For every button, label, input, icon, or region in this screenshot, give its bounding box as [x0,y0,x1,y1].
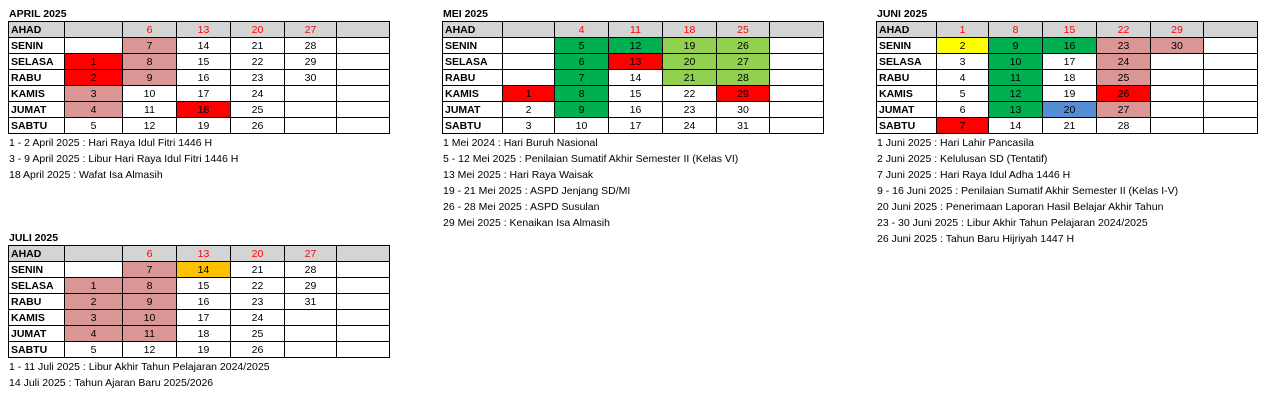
date-cell: 21 [231,38,285,54]
date-cell: 26 [717,38,770,54]
date-cell: 12 [609,38,663,54]
date-cell [337,118,390,134]
date-cell: 12 [123,342,177,358]
holiday-notes [442,135,824,231]
day-label: RABU [9,294,65,310]
note-item: 2 Juni 2025 : Kelulusan SD (Tentatif) [877,153,1048,165]
date-cell: 2 [503,102,555,118]
month-title: APRIL 2025 [9,8,67,20]
calendar-table [8,21,390,134]
date-cell: 24 [231,86,285,102]
week-row [443,118,824,134]
date-cell: 20 [663,54,717,70]
date-cell: 11 [123,102,177,118]
date-cell [770,102,824,118]
date-cell: 25 [717,22,770,38]
date-cell: 21 [1043,118,1097,134]
note-item: 1 Juni 2025 : Hari Lahir Pancasila [877,137,1035,149]
date-cell [770,38,824,54]
date-cell: 17 [1043,54,1097,70]
day-label: SELASA [9,278,65,294]
date-cell: 17 [177,86,231,102]
date-cell: 10 [123,86,177,102]
note-item: 14 Juli 2025 : Tahun Ajaran Baru 2025/2026 [9,377,214,389]
day-label: AHAD [9,246,65,262]
date-cell: 8 [123,278,177,294]
week-row [877,38,1258,54]
date-cell [337,262,390,278]
week-row [9,262,390,278]
date-cell: 13 [609,54,663,70]
date-cell: 19 [177,118,231,134]
week-row [9,70,390,86]
date-cell: 30 [285,70,337,86]
date-cell: 30 [717,102,770,118]
date-cell [285,326,337,342]
date-cell: 14 [989,118,1043,134]
date-cell [1204,118,1258,134]
date-cell [337,22,390,38]
date-cell [503,54,555,70]
date-cell: 25 [1097,70,1151,86]
day-label: JUMAT [443,102,503,118]
date-cell [337,246,390,262]
date-cell: 22 [663,86,717,102]
header-row [443,22,824,38]
day-label: SENIN [9,38,65,54]
day-label: KAMIS [9,310,65,326]
date-cell: 25 [231,326,285,342]
week-row [443,70,824,86]
date-cell [770,86,824,102]
date-cell: 14 [177,38,231,54]
date-cell: 15 [177,278,231,294]
note-item: 26 Juni 2025 : Tahun Baru Hijriyah 1447 H [877,233,1075,245]
date-cell: 20 [231,246,285,262]
date-cell: 11 [609,22,663,38]
date-cell: 29 [717,86,770,102]
day-label: JUMAT [9,102,65,118]
week-row [9,342,390,358]
date-cell [65,246,123,262]
note-item: 18 April 2025 : Wafat Isa Almasih [9,169,163,181]
week-row [877,54,1258,70]
date-cell: 13 [989,102,1043,118]
day-label: RABU [9,70,65,86]
note-item: 9 - 16 Juni 2025 : Penilaian Sumatif Akhir Semester II (Kelas I-V) [877,185,1179,197]
week-row [9,102,390,118]
date-cell: 22 [231,278,285,294]
day-label: SABTU [877,118,937,134]
date-cell [65,22,123,38]
day-label: SELASA [443,54,503,70]
date-cell: 2 [937,38,989,54]
date-cell: 13 [177,246,231,262]
date-cell: 20 [1043,102,1097,118]
date-cell [337,86,390,102]
date-cell [770,118,824,134]
date-cell: 19 [1043,86,1097,102]
date-cell: 15 [1043,22,1097,38]
day-label: AHAD [443,22,503,38]
calendar-table [442,21,824,134]
date-cell: 14 [609,70,663,86]
date-cell: 22 [231,54,285,70]
date-cell [285,86,337,102]
note-item: 7 Juni 2025 : Hari Raya Idul Adha 1446 H [877,169,1071,181]
date-cell: 7 [555,70,609,86]
date-cell: 17 [177,310,231,326]
month-mei [442,7,824,231]
date-cell [337,326,390,342]
day-label: SENIN [443,38,503,54]
date-cell: 19 [663,38,717,54]
date-cell: 9 [555,102,609,118]
date-cell: 29 [1151,22,1204,38]
date-cell: 26 [231,342,285,358]
date-cell: 31 [285,294,337,310]
date-cell: 17 [609,118,663,134]
day-label: SENIN [877,38,937,54]
month-title: JULI 2025 [9,232,59,244]
day-label: KAMIS [9,86,65,102]
date-cell: 29 [285,278,337,294]
week-row [9,326,390,342]
date-cell: 5 [65,118,123,134]
date-cell: 16 [1043,38,1097,54]
date-cell: 6 [123,246,177,262]
date-cell: 27 [717,54,770,70]
day-label: SABTU [443,118,503,134]
day-label: SABTU [9,118,65,134]
date-cell [285,342,337,358]
date-cell: 10 [989,54,1043,70]
holiday-notes [8,359,390,391]
week-row [443,38,824,54]
date-cell [1151,70,1204,86]
month-title: JUNI 2025 [877,8,928,20]
date-cell: 11 [123,326,177,342]
date-cell: 14 [177,262,231,278]
date-cell: 10 [555,118,609,134]
date-cell: 4 [65,326,123,342]
week-row [9,38,390,54]
date-cell: 1 [503,86,555,102]
date-cell [65,38,123,54]
date-cell [285,118,337,134]
date-cell [503,70,555,86]
date-cell: 18 [177,102,231,118]
date-cell: 3 [65,86,123,102]
date-cell: 27 [285,22,337,38]
week-row [9,118,390,134]
date-cell: 28 [285,262,337,278]
date-cell [337,278,390,294]
date-cell: 2 [65,70,123,86]
date-cell: 9 [123,70,177,86]
date-cell [1204,54,1258,70]
date-cell: 26 [231,118,285,134]
note-item: 1 - 11 Juli 2025 : Libur Akhir Tahun Pelajaran 2024/2025 [9,361,270,373]
date-cell: 18 [663,22,717,38]
calendar-table [8,245,390,358]
date-cell: 18 [177,326,231,342]
day-label: RABU [877,70,937,86]
date-cell: 24 [663,118,717,134]
date-cell: 26 [1097,86,1151,102]
date-cell: 30 [1151,38,1204,54]
date-cell: 12 [123,118,177,134]
day-label: SELASA [9,54,65,70]
date-cell: 6 [123,22,177,38]
day-label: SABTU [9,342,65,358]
day-label: KAMIS [443,86,503,102]
header-row [9,246,390,262]
date-cell: 31 [717,118,770,134]
week-row [9,86,390,102]
date-cell: 4 [555,22,609,38]
date-cell: 18 [1043,70,1097,86]
date-cell [1151,102,1204,118]
day-label: JUMAT [877,102,937,118]
date-cell: 8 [123,54,177,70]
note-item: 19 - 21 Mei 2025 : ASPD Jenjang SD/MI [443,185,631,197]
date-cell [1204,70,1258,86]
month-april [8,7,390,183]
date-cell [1151,86,1204,102]
day-label: SENIN [9,262,65,278]
date-cell: 13 [177,22,231,38]
date-cell: 7 [123,38,177,54]
day-label: KAMIS [877,86,937,102]
week-row [877,118,1258,134]
date-cell: 15 [609,86,663,102]
date-cell: 11 [989,70,1043,86]
date-cell: 4 [937,70,989,86]
date-cell: 29 [285,54,337,70]
date-cell: 5 [65,342,123,358]
date-cell: 28 [285,38,337,54]
day-label: AHAD [9,22,65,38]
date-cell: 23 [231,70,285,86]
date-cell: 23 [663,102,717,118]
date-cell: 23 [1097,38,1151,54]
week-row [9,310,390,326]
date-cell [770,70,824,86]
date-cell: 20 [231,22,285,38]
date-cell: 1 [65,54,123,70]
note-item: 1 - 2 April 2025 : Hari Raya Idul Fitri 1446 H [9,137,213,149]
date-cell: 6 [555,54,609,70]
date-cell: 28 [1097,118,1151,134]
holiday-notes [876,135,1258,247]
date-cell: 1 [937,22,989,38]
date-cell: 16 [609,102,663,118]
date-cell: 15 [177,54,231,70]
date-cell: 25 [231,102,285,118]
date-cell: 9 [989,38,1043,54]
date-cell [337,54,390,70]
week-row [443,86,824,102]
date-cell [285,310,337,326]
date-cell [337,294,390,310]
note-item: 1 Mei 2024 : Hari Buruh Nasional [443,137,598,149]
month-juni [876,7,1258,247]
date-cell [503,38,555,54]
calendar-table [876,21,1258,134]
week-row [443,102,824,118]
date-cell [770,54,824,70]
date-cell [503,22,555,38]
date-cell: 16 [177,294,231,310]
note-item: 29 Mei 2025 : Kenaikan Isa Almasih [443,217,610,229]
date-cell: 24 [231,310,285,326]
date-cell [1204,38,1258,54]
date-cell [337,70,390,86]
date-cell: 23 [231,294,285,310]
week-row [9,294,390,310]
header-row [877,22,1258,38]
note-item: 20 Juni 2025 : Penerimaan Laporan Hasil Belajar Akhir Tahun [877,201,1164,213]
week-row [877,86,1258,102]
date-cell [1204,22,1258,38]
date-cell [1151,54,1204,70]
date-cell: 24 [1097,54,1151,70]
week-row [9,278,390,294]
date-cell: 9 [123,294,177,310]
holiday-notes [8,135,390,183]
date-cell: 8 [555,86,609,102]
date-cell: 7 [123,262,177,278]
date-cell [337,310,390,326]
header-row [9,22,390,38]
week-row [9,54,390,70]
week-row [877,70,1258,86]
date-cell: 3 [937,54,989,70]
note-item: 23 - 30 Juni 2025 : Libur Akhir Tahun Pelajaran 2024/2025 [877,217,1148,229]
day-label: JUMAT [9,326,65,342]
month-title: MEI 2025 [443,8,488,20]
date-cell [337,342,390,358]
date-cell [65,262,123,278]
date-cell: 2 [65,294,123,310]
date-cell: 8 [989,22,1043,38]
date-cell: 10 [123,310,177,326]
date-cell: 5 [555,38,609,54]
date-cell: 4 [65,102,123,118]
date-cell: 21 [663,70,717,86]
date-cell [1151,118,1204,134]
date-cell: 19 [177,342,231,358]
note-item: 3 - 9 April 2025 : Libur Hari Raya Idul Fitri 1446 H [9,153,239,165]
date-cell: 16 [177,70,231,86]
date-cell: 3 [503,118,555,134]
date-cell [770,22,824,38]
day-label: SELASA [877,54,937,70]
note-item: 13 Mei 2025 : Hari Raya Waisak [443,169,594,181]
date-cell [1204,86,1258,102]
date-cell: 27 [1097,102,1151,118]
week-row [443,54,824,70]
date-cell: 22 [1097,22,1151,38]
date-cell: 27 [285,246,337,262]
date-cell: 1 [65,278,123,294]
date-cell: 3 [65,310,123,326]
date-cell: 5 [937,86,989,102]
date-cell: 6 [937,102,989,118]
date-cell: 7 [937,118,989,134]
note-item: 5 - 12 Mei 2025 : Penilaian Sumatif Akhir Semester II (Kelas VI) [443,153,739,165]
week-row [877,102,1258,118]
date-cell [285,102,337,118]
month-juli [8,231,390,391]
date-cell [1204,102,1258,118]
date-cell: 28 [717,70,770,86]
date-cell [337,102,390,118]
day-label: AHAD [877,22,937,38]
note-item: 26 - 28 Mei 2025 : ASPD Susulan [443,201,600,213]
date-cell: 21 [231,262,285,278]
date-cell [337,38,390,54]
date-cell: 12 [989,86,1043,102]
day-label: RABU [443,70,503,86]
